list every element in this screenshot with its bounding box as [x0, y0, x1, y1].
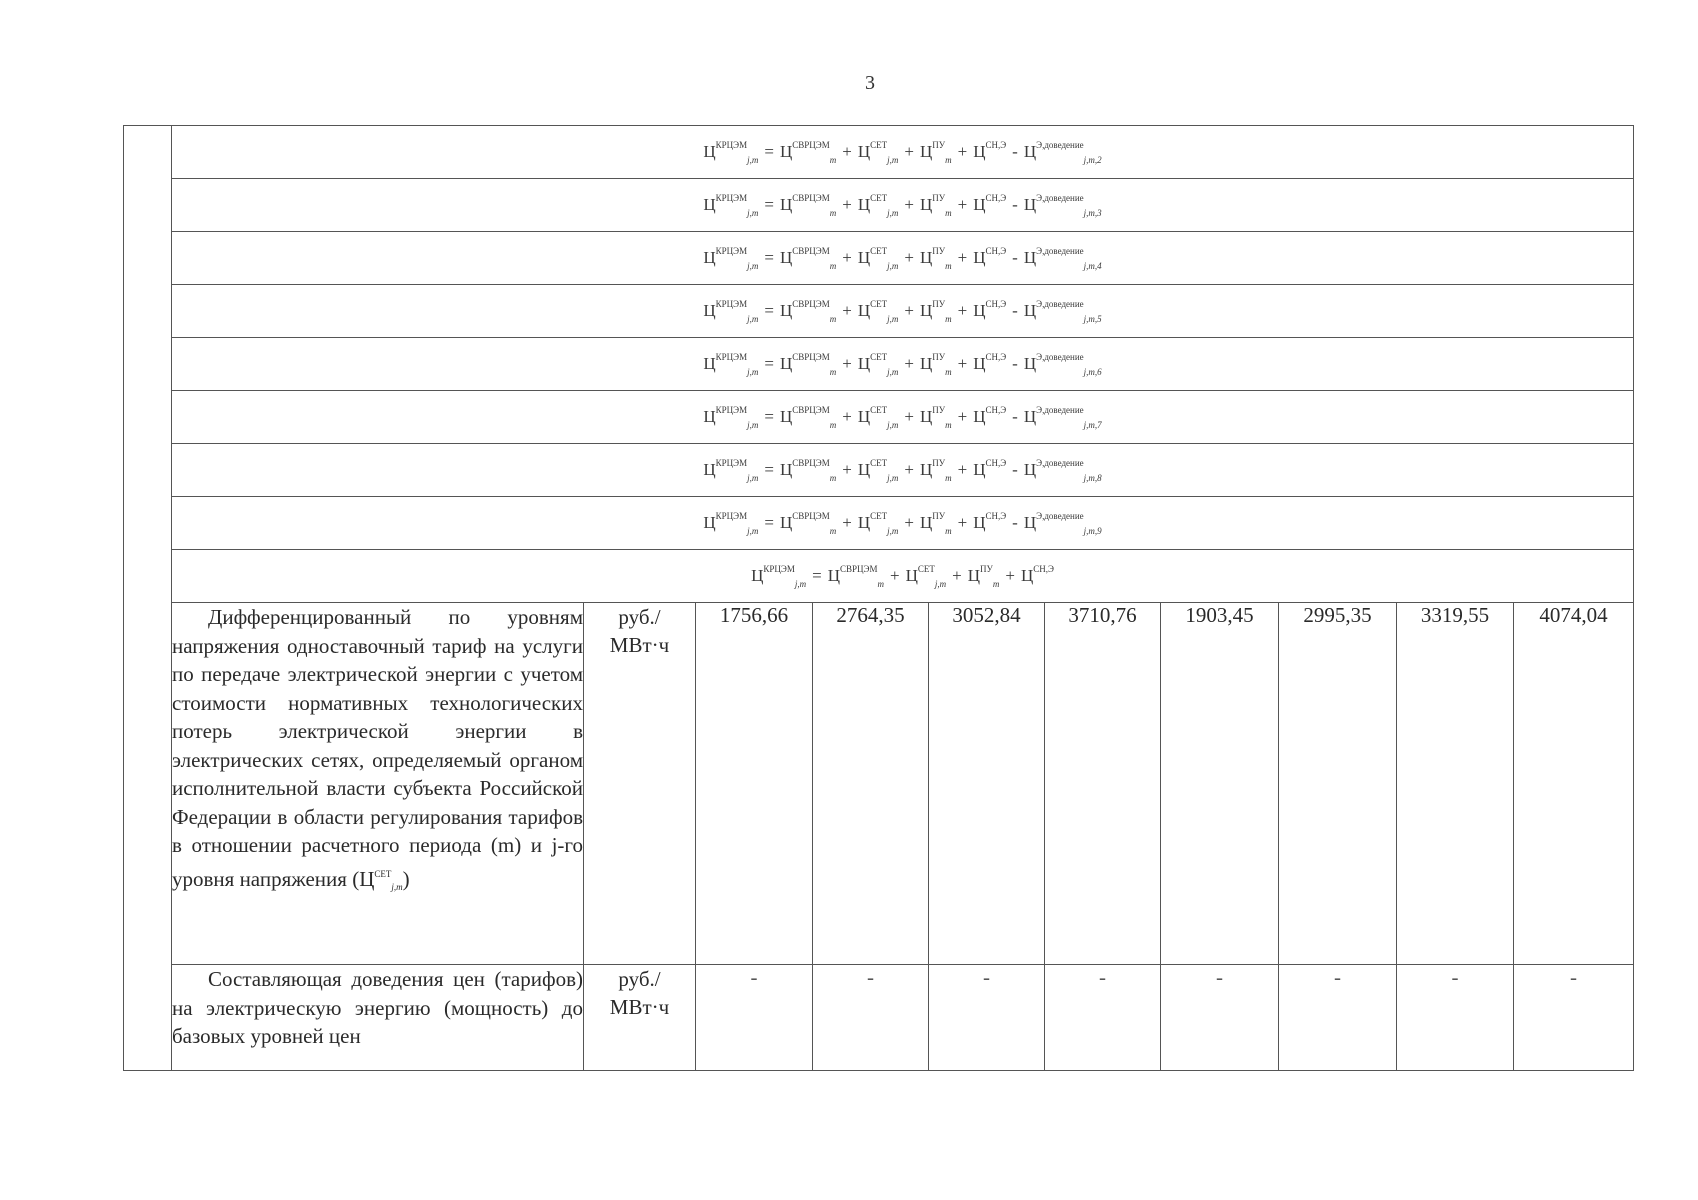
- row-description: [172, 603, 584, 965]
- value-cell: -: [696, 965, 813, 1071]
- formula-subscript: m: [829, 419, 837, 430]
- formula-symbol: Ц: [1023, 247, 1037, 267]
- value-cell: 3710,76: [1045, 603, 1161, 965]
- formula-row-final: [124, 550, 1634, 603]
- formula-subscript: m: [945, 525, 952, 536]
- unit-cell: [584, 965, 696, 1071]
- formula-superscript: СН,Э: [1033, 563, 1054, 574]
- formula-subscript: j,m: [747, 154, 759, 165]
- formula-row: [124, 179, 1634, 232]
- formula-superscript: ПУ: [932, 404, 946, 415]
- formula-cell: [172, 232, 1634, 285]
- formula-cell: [172, 550, 1634, 603]
- table-row: [124, 603, 1634, 965]
- description-symbol: $(Ц^{СЕТ}_{j,m})$: [352, 866, 410, 892]
- formula-superscript: ПУ: [932, 139, 946, 150]
- formula-symbol: Ц: [1020, 565, 1034, 585]
- formula-symbol: Ц: [703, 406, 716, 426]
- formula: $Ц^{КРЦЭМ}_{j,m} = Ц^{СВРЦЭМ}_m + Ц^{СЕТ}_{j,m} + Ц^{ПУ}_m + Ц^{СН,Э} - Ц^{Э,доведение}_{j,m,5}$: [703, 298, 1102, 324]
- description-text: Дифференцированный по уровням напряжения одноставочный тариф на услуги по передаче электрической энергии с учетом стоимости нормативных технологических потерь электрической энергии в электрических сетях, определяемый органом исполнительной власти субъекта Российской Федерации в области регулирования тарифов в отношении расчетного периода (m) и j-го уровня напряжения: [172, 605, 583, 891]
- formula-superscript: ПУ: [932, 510, 946, 521]
- formula-superscript: Э,доведение: [1036, 351, 1084, 362]
- formula-superscript: Э,доведение: [1036, 404, 1084, 415]
- formula-symbol: Ц: [919, 194, 933, 214]
- unit-cell: [584, 603, 696, 965]
- formula-symbol: Ц: [919, 512, 933, 532]
- formula-superscript: СЕТ: [870, 457, 888, 468]
- formula-subscript: j,m: [747, 313, 759, 324]
- formula-row: [124, 126, 1634, 179]
- formula-subscript: m: [877, 578, 884, 589]
- formula-symbol: Ц: [1023, 353, 1037, 373]
- formula-superscript: СВРЦЭМ: [792, 298, 830, 309]
- formula-superscript: ПУ: [932, 298, 946, 309]
- formula: $Ц^{КРЦЭМ}_{j,m} = Ц^{СВРЦЭМ}_m + Ц^{СЕТ}_{j,m} + Ц^{ПУ}_m + Ц^{СН,Э} - Ц^{Э,доведение}_{j,m,9}$: [703, 510, 1102, 536]
- formula-symbol: Ц: [905, 565, 918, 585]
- formula-symbol: Ц: [703, 300, 716, 320]
- formula-symbol: Ц: [973, 194, 986, 214]
- value-cell: 2764,35: [813, 603, 929, 965]
- formula-superscript: СЕТ: [870, 510, 888, 521]
- formula-subscript: j,m,7: [1083, 419, 1102, 430]
- formula-superscript: СН,Э: [985, 404, 1007, 415]
- formula-superscript: КРЦЭМ: [715, 351, 748, 362]
- formula-symbol: Ц: [751, 565, 764, 585]
- formula-symbol: Ц: [1023, 406, 1037, 426]
- formula-symbol: Ц: [779, 406, 793, 426]
- formula: $Ц^{КРЦЭМ}_{j,m} = Ц^{СВРЦЭМ}_m + Ц^{СЕТ}_{j,m} + Ц^{ПУ}_m + Ц^{СН,Э} - Ц^{Э,доведение}_{j,m,8}$: [703, 457, 1102, 483]
- formula-subscript: m: [992, 578, 1000, 589]
- formula-subscript: m: [945, 260, 952, 271]
- formula-symbol: Ц: [703, 459, 716, 479]
- formula-symbol: Ц: [703, 512, 716, 532]
- formula-symbol: Ц: [973, 512, 986, 532]
- formula-symbol: Ц: [1023, 300, 1037, 320]
- formula-subscript: j,m,5: [1083, 313, 1102, 324]
- unit-line: руб./: [618, 605, 661, 629]
- formula-superscript: КРЦЭМ: [715, 245, 748, 256]
- formula-superscript: КРЦЭМ: [715, 139, 748, 150]
- left-margin-column: [124, 126, 172, 1071]
- formula-superscript: СЕТ: [870, 404, 888, 415]
- formula-row: [124, 232, 1634, 285]
- formula-subscript: j,m: [887, 260, 899, 271]
- formula-symbol: Ц: [779, 512, 793, 532]
- value-cell: 3052,84: [929, 603, 1045, 965]
- formula-superscript: СН,Э: [985, 192, 1007, 203]
- formula-subscript: j,m: [887, 525, 899, 536]
- formula-subscript: m: [945, 419, 952, 430]
- value-cell: 2995,35: [1279, 603, 1397, 965]
- formula-symbol: Ц: [919, 141, 933, 161]
- formula-superscript: КРЦЭМ: [715, 404, 748, 415]
- value-cell: -: [1514, 965, 1634, 1071]
- formula-cell: [172, 497, 1634, 550]
- symbol: Ц: [359, 866, 375, 891]
- row-description: [172, 965, 584, 1071]
- formula-cell: [172, 126, 1634, 179]
- formula-superscript: СЕТ: [870, 298, 888, 309]
- formula-superscript: Э,доведение: [1036, 192, 1084, 203]
- formula-subscript: j,m: [747, 207, 759, 218]
- formula-subscript: j,m: [934, 578, 947, 589]
- formula: $Ц^{КРЦЭМ}_{j,m} = Ц^{СВРЦЭМ}_m + Ц^{СЕТ}_{j,m} + Ц^{ПУ}_m + Ц^{СН,Э} - Ц^{Э,доведение}_{j,m,3}$: [703, 192, 1102, 218]
- formula-superscript: Э,доведение: [1036, 457, 1084, 468]
- formula-symbol: Ц: [919, 406, 933, 426]
- formula-superscript: СН,Э: [985, 457, 1007, 468]
- formula-subscript: j,m: [747, 472, 759, 483]
- formula-subscript: j,m: [747, 260, 759, 271]
- formula-superscript: СЕТ: [917, 563, 935, 574]
- formula-subscript: j,m,2: [1083, 154, 1102, 165]
- formula-superscript: ПУ: [932, 245, 946, 256]
- formula: $Ц^{КРЦЭМ}_{j,m} = Ц^{СВРЦЭМ}_m + Ц^{СЕТ}_{j,m} + Ц^{ПУ}_m + Ц^{СН,Э} - Ц^{Э,доведение}_{j,m,7}$: [703, 404, 1102, 430]
- formula-superscript: СЕТ: [870, 139, 888, 150]
- formula-subscript: m: [945, 366, 952, 377]
- formula-superscript: СЕТ: [870, 192, 888, 203]
- formula-superscript: СВРЦЭМ: [792, 351, 830, 362]
- formula-superscript: ПУ: [932, 457, 946, 468]
- formula-superscript: СН,Э: [985, 351, 1007, 362]
- formula-symbol: Ц: [919, 300, 933, 320]
- formula-superscript: СВРЦЭМ: [792, 245, 830, 256]
- formula-subscript: j,m: [747, 525, 759, 536]
- value-cell: -: [1045, 965, 1161, 1071]
- formula-symbol: Ц: [857, 194, 871, 214]
- formula-subscript: m: [829, 472, 837, 483]
- value-cell: -: [813, 965, 929, 1071]
- formula-symbol: Ц: [973, 247, 986, 267]
- value-cell: 1903,45: [1161, 603, 1279, 965]
- formula-symbol: Ц: [827, 565, 840, 585]
- formula-superscript: ПУ: [932, 351, 946, 362]
- value-cell: -: [1161, 965, 1279, 1071]
- formula-subscript: m: [829, 207, 837, 218]
- formula-subscript: m: [829, 313, 837, 324]
- formula-row: [124, 444, 1634, 497]
- formula-symbol: Ц: [703, 141, 716, 161]
- formula-row: [124, 391, 1634, 444]
- formula-subscript: m: [945, 154, 952, 165]
- formula-superscript: СВРЦЭМ: [792, 510, 830, 521]
- formula-cell: [172, 391, 1634, 444]
- formula-symbol: Ц: [1023, 459, 1037, 479]
- tariff-table: [123, 125, 1634, 1071]
- formula-superscript: СВРЦЭМ: [792, 139, 830, 150]
- formula-superscript: КРЦЭМ: [715, 457, 748, 468]
- formula-subscript: j,m: [887, 154, 899, 165]
- formula-symbol: Ц: [857, 459, 871, 479]
- formula: $Ц^{КРЦЭМ}_{j,m} = Ц^{СВРЦЭМ}_m + Ц^{СЕТ}_{j,m} + Ц^{ПУ}_m + Ц^{СН,Э} - Ц^{Э,доведение}_{j,m,4}$: [703, 245, 1102, 271]
- formula-symbol: Ц: [779, 300, 793, 320]
- formula: $Ц^{КРЦЭМ}_{j,m} = Ц^{СВРЦЭМ}_m + Ц^{СЕТ}_{j,m} + Ц^{ПУ}_m + Ц^{СН,Э} - Ц^{Э,доведение}_{j,m,6}$: [703, 351, 1102, 377]
- formula-symbol: Ц: [857, 406, 871, 426]
- formula-symbol: Ц: [919, 247, 933, 267]
- formula-superscript: ПУ: [932, 192, 946, 203]
- formula-superscript: СВРЦЭМ: [792, 457, 830, 468]
- unit-line: МВт·ч: [609, 633, 670, 657]
- formula-symbol: Ц: [973, 141, 986, 161]
- value-cell: 4074,04: [1514, 603, 1634, 965]
- formula-superscript: КРЦЭМ: [715, 192, 748, 203]
- formula: $Ц^{КРЦЭМ}_{j,m} = Ц^{СВРЦЭМ}_m + Ц^{СЕТ}_{j,m} + Ц^{ПУ}_m + Ц^{СН,Э}$: [751, 563, 1054, 589]
- formula-symbol: Ц: [779, 353, 793, 373]
- formula-symbol: Ц: [779, 459, 793, 479]
- formula-subscript: j,m,6: [1083, 366, 1102, 377]
- formula-subscript: m: [829, 525, 837, 536]
- formula-superscript: Э,доведение: [1036, 510, 1084, 521]
- formula-superscript: СН,Э: [985, 510, 1007, 521]
- formula-superscript: КРЦЭМ: [763, 563, 795, 574]
- formula: $Ц^{КРЦЭМ}_{j,m} = Ц^{СВРЦЭМ}_m + Ц^{СЕТ}_{j,m} + Ц^{ПУ}_m + Ц^{СН,Э} - Ц^{Э,доведение}_{j,m,2}$: [703, 139, 1102, 165]
- formula-subscript: m: [829, 260, 837, 271]
- formula-symbol: Ц: [857, 141, 871, 161]
- value-cell: -: [929, 965, 1045, 1071]
- table-row: [124, 965, 1634, 1071]
- formula-subscript: m: [829, 154, 837, 165]
- formula-subscript: m: [945, 472, 952, 483]
- formula-subscript: j,m: [747, 419, 759, 430]
- formula-subscript: j,m,9: [1083, 525, 1102, 536]
- formula-subscript: j,m,4: [1083, 260, 1102, 271]
- formula-subscript: j,m: [887, 207, 899, 218]
- formula-superscript: СН,Э: [985, 245, 1007, 256]
- symbol-superscript: СЕТ: [374, 868, 392, 879]
- value-cell: 1756,66: [696, 603, 813, 965]
- formula-superscript: СВРЦЭМ: [792, 192, 830, 203]
- formula-symbol: Ц: [779, 247, 793, 267]
- formula-cell: [172, 338, 1634, 391]
- description-text: Составляющая доведения цен (тарифов) на электрическую энергию (мощность) до базовых уровней цен: [172, 967, 583, 1048]
- unit-line: руб./: [618, 967, 661, 991]
- formula-symbol: Ц: [973, 459, 986, 479]
- formula-subscript: j,m: [887, 366, 899, 377]
- value-cell: -: [1397, 965, 1514, 1071]
- formula-superscript: Э,доведение: [1036, 298, 1084, 309]
- formula-symbol: Ц: [973, 406, 986, 426]
- formula-symbol: Ц: [857, 300, 871, 320]
- symbol-subscript: j,m: [391, 881, 403, 892]
- formula-subscript: m: [829, 366, 837, 377]
- value-cell: -: [1279, 965, 1397, 1071]
- formula-symbol: Ц: [973, 353, 986, 373]
- formula-cell: [172, 444, 1634, 497]
- formula-symbol: Ц: [703, 194, 716, 214]
- formula-subscript: j,m: [887, 472, 899, 483]
- formula-symbol: Ц: [857, 512, 871, 532]
- formula-symbol: Ц: [1023, 141, 1037, 161]
- formula-superscript: СН,Э: [985, 298, 1007, 309]
- formula-superscript: Э,доведение: [1036, 245, 1084, 256]
- formula-subscript: j,m,3: [1083, 207, 1102, 218]
- formula-subscript: m: [945, 313, 952, 324]
- formula-symbol: Ц: [919, 459, 933, 479]
- formula-symbol: Ц: [919, 353, 933, 373]
- formula-symbol: Ц: [1023, 512, 1037, 532]
- formula-symbol: Ц: [857, 353, 871, 373]
- formula-row: [124, 497, 1634, 550]
- formula-superscript: СВРЦЭМ: [840, 563, 878, 574]
- formula-symbol: Ц: [703, 353, 716, 373]
- formula-cell: [172, 179, 1634, 232]
- formula-superscript: КРЦЭМ: [715, 510, 748, 521]
- formula-superscript: СВРЦЭМ: [792, 404, 830, 415]
- formula-row: [124, 285, 1634, 338]
- formula-symbol: Ц: [1023, 194, 1037, 214]
- formula-symbol: Ц: [779, 141, 793, 161]
- formula-superscript: ПУ: [979, 563, 993, 574]
- formula-cell: [172, 285, 1634, 338]
- formula-symbol: Ц: [967, 565, 980, 585]
- value-cell: 3319,55: [1397, 603, 1514, 965]
- formula-symbol: Ц: [703, 247, 716, 267]
- formula-superscript: СЕТ: [870, 245, 888, 256]
- formula-subscript: j,m: [794, 578, 807, 589]
- formula-superscript: КРЦЭМ: [715, 298, 748, 309]
- formula-symbol: Ц: [779, 194, 793, 214]
- formula-subscript: j,m: [887, 313, 899, 324]
- formula-subscript: j,m,8: [1083, 472, 1102, 483]
- formula-subscript: j,m: [887, 419, 899, 430]
- unit-line: МВт·ч: [609, 995, 670, 1019]
- formula-row: [124, 338, 1634, 391]
- formula-subscript: j,m: [747, 366, 759, 377]
- formula-subscript: m: [945, 207, 952, 218]
- formula-superscript: СЕТ: [870, 351, 888, 362]
- formula-superscript: СН,Э: [985, 139, 1007, 150]
- formula-symbol: Ц: [857, 247, 871, 267]
- formula-symbol: Ц: [973, 300, 986, 320]
- page-number: 3: [865, 72, 875, 94]
- formula-superscript: Э,доведение: [1036, 139, 1084, 150]
